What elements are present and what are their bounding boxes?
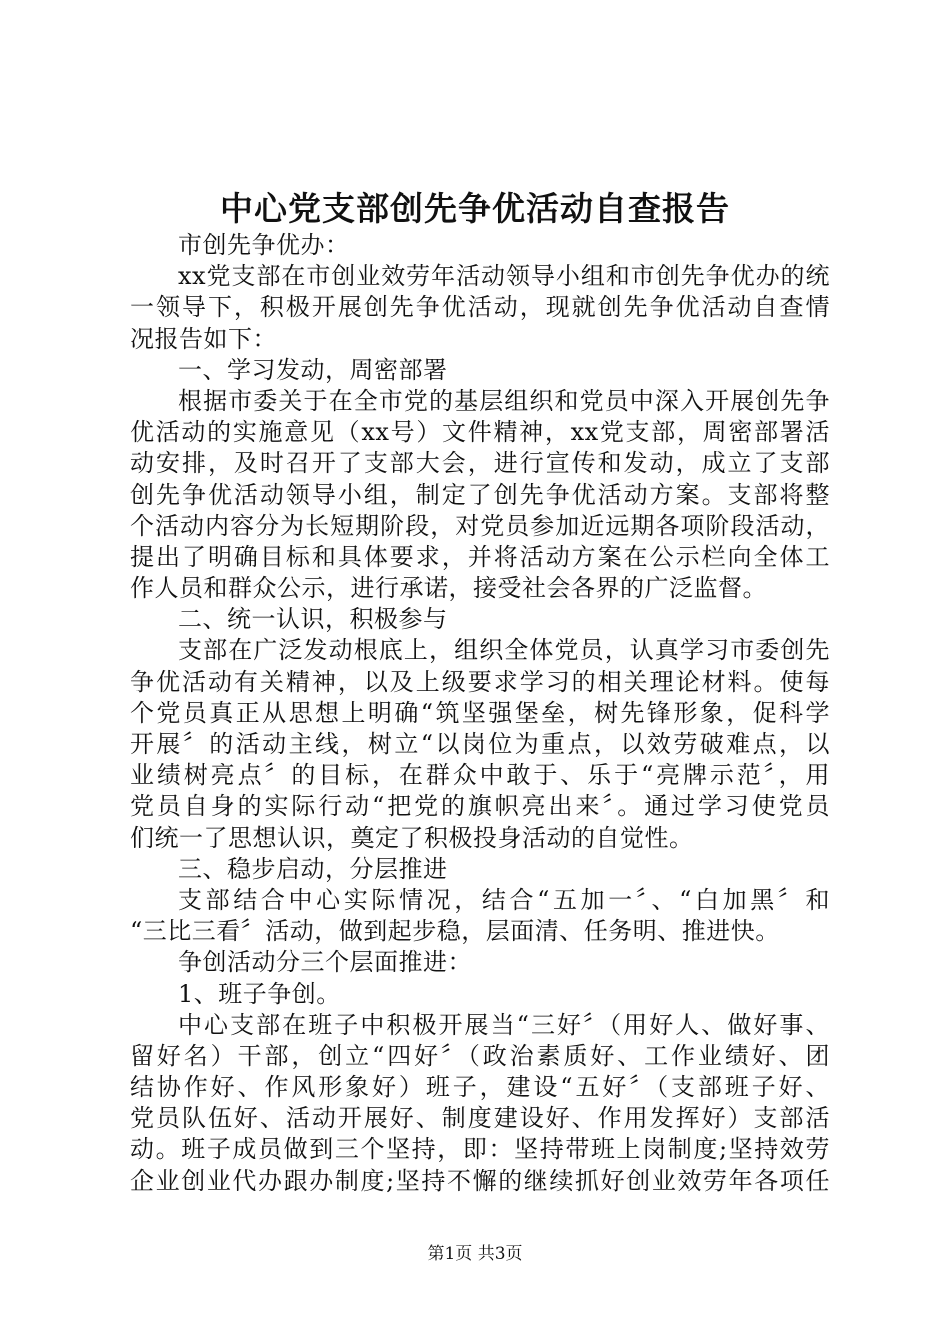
section-heading: 三、稳步启动，分层推进 (178, 854, 448, 883)
body-line: “三比三看〞活动，做到起步稳，层面清、任务明、推进快。 (130, 917, 780, 946)
body-line: 结协作好、作风形象好）班子，建设“五好〞（支部班子好、 (130, 1073, 830, 1102)
document-title: 中心党支部创先争优活动自查报告 (220, 189, 730, 228)
document-body (130, 230, 830, 1197)
section-heading: 一、学习发动，周密部署 (178, 355, 448, 384)
body-line: 作人员和群众公示，进行承诺，接受社会各界的广泛监督。 (130, 574, 767, 603)
body-line: 中心支部在班子中积极开展当“三好〞（用好人、做好事、 (178, 1010, 830, 1039)
section-heading: 二、统一认识，积极参与 (178, 605, 448, 634)
body-line: 党员队伍好、活动开展好、制度建设好、作用发挥好）支部活 (130, 1104, 830, 1133)
body-line: 动安排，及时召开了支部大会，进行宣传和发动，成立了支部 (130, 449, 830, 478)
page-number: 第1页 共3页 (427, 1244, 523, 1264)
body-line: 根据市委关于在全市党的基层组织和党员中深入开展创先争 (178, 386, 830, 415)
body-line: 一领导下，积极开展创先争优活动，现就创先争优活动自查情 (130, 293, 830, 322)
body-line: 个党员真正从思想上明确“筑坚强堡垒，树先锋形象，促科学 (130, 698, 830, 727)
body-line: 创先争优活动领导小组，制定了创先争优活动方案。支部将整 (130, 480, 830, 509)
body-line: 况报告如下： (130, 324, 277, 353)
body-line: 优活动的实施意见（xx号）文件精神，xx党支部，周密部署活 (130, 418, 830, 447)
body-line: 支部结合中心实际情况，结合“五加一〞、“白加黑〞和 (178, 885, 830, 914)
body-line: 开展〞的活动主线，树立“以岗位为重点，以效劳破难点，以 (130, 730, 830, 758)
body-line: 个活动内容分为长短期阶段，对党员参加近远期各项阶段活动， (130, 511, 830, 540)
sub-heading: 1、班子争创。 (178, 979, 341, 1008)
body-line: 留好名）干部，创立“四好〞（政治素质好、工作业绩好、团 (130, 1041, 830, 1070)
body-line: 党员自身的实际行动“把党的旗帜亮出来〞。通过学习使党员 (130, 792, 830, 821)
body-line: 动。班子成员做到三个坚持，即：坚持带班上岗制度;坚持效劳 (130, 1135, 830, 1164)
body-line: 提出了明确目标和具体要求，并将活动方案在公示栏向全体工 (130, 542, 830, 571)
body-line: 企业创业代办跟办制度;坚持不懈的继续抓好创业效劳年各项任 (130, 1166, 830, 1195)
body-line: 们统一了思想认识，奠定了积极投身活动的自觉性。 (130, 823, 694, 852)
body-line: 争优活动有关精神，以及上级要求学习的相关理论材料。使每 (130, 667, 830, 696)
salutation-line: 市创先争优办： (178, 231, 350, 259)
body-line: 支部在广泛发动根底上，组织全体党员，认真学习市委创先 (178, 636, 830, 665)
body-line: 业绩树亮点〞的目标，在群众中敢于、乐于“亮牌示范〞，用 (130, 761, 830, 790)
body-line: 争创活动分三个层面推进： (178, 948, 472, 977)
body-line: xx党支部在市创业效劳年活动领导小组和市创先争优办的统 (178, 262, 830, 291)
